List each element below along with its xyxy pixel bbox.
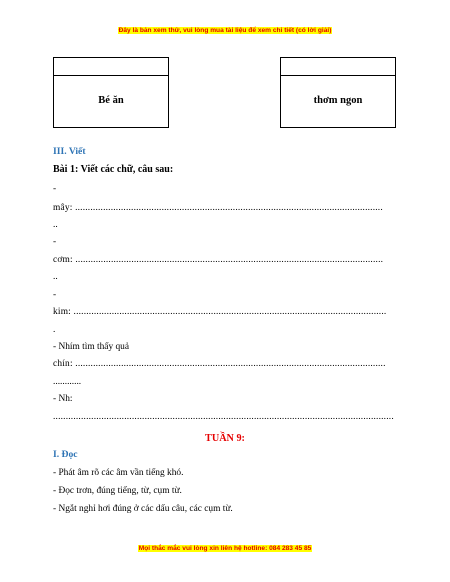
writing-line: .. — [53, 272, 58, 282]
hotline-notice-text: Mọi thắc mắc vui lòng xin liên hệ hotline: 084 283 45 85 — [138, 545, 312, 552]
exercise-title: Bài 1: Viết các chữ, câu sau: — [53, 164, 174, 175]
writing-line: cơm: ......................................................................................................................... — [53, 255, 384, 265]
writing-line: - Nh: — [53, 394, 73, 404]
writing-line: - — [53, 184, 57, 194]
preview-notice-text: Đây là bản xem thử, vui lòng mua tài liệu để xem chi tiết (có lời giải) — [118, 27, 332, 34]
word-box-text: thơm ngon — [313, 95, 363, 106]
writing-line: chín: .......................................................................................................................... — [53, 359, 386, 369]
word-box-right — [280, 57, 396, 128]
writing-line: - — [53, 290, 57, 300]
preview-notice-banner — [0, 27, 450, 34]
section-write-heading: III. Viết — [53, 146, 86, 157]
writing-line: .. — [53, 220, 58, 230]
writing-line: ...................................................................................................................................... — [53, 412, 394, 422]
writing-line: - Nhím tìm thấy quả — [53, 342, 130, 352]
writing-line: . — [53, 325, 56, 335]
writing-line: - — [53, 237, 57, 247]
writing-line: kim: ........................................................................................................................... — [53, 307, 387, 317]
section-read-heading: I. Đọc — [53, 449, 78, 460]
word-box-left — [53, 57, 169, 128]
word-box-header — [281, 58, 395, 76]
read-item: - Đọc trơn, đúng tiếng, từ, cụm từ. — [53, 486, 182, 496]
read-item: - Phát âm rõ các âm vần tiếng khó. — [53, 468, 184, 478]
writing-line: ............ — [53, 377, 82, 387]
read-item: - Ngắt nghỉ hơi đúng ở các dấu câu, các cụm từ. — [53, 504, 233, 514]
writing-line: mây: ......................................................................................................................... — [53, 203, 383, 213]
word-box-header — [54, 58, 168, 76]
week-title: TUẦN 9: — [205, 433, 245, 444]
word-box-text: Bé ăn — [98, 95, 124, 106]
hotline-notice-banner — [0, 545, 450, 552]
